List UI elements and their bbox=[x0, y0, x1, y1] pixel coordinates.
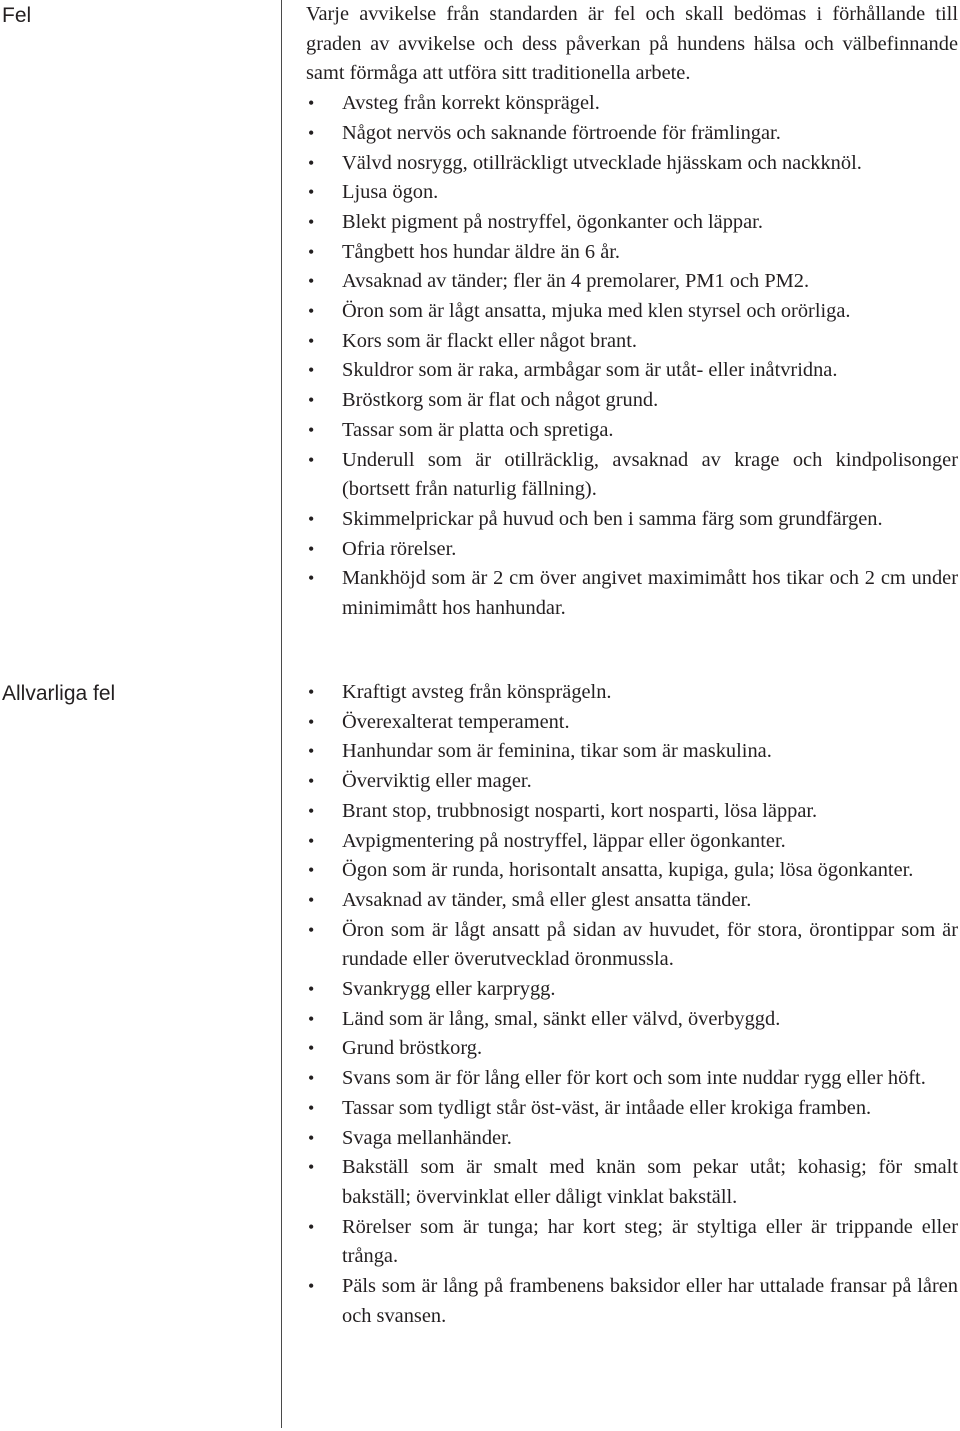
list-item: • Skuldror som är raka, armbågar som är utåt- eller inåtvridna. bbox=[306, 356, 958, 386]
bullet-icon: • bbox=[308, 93, 315, 114]
list-item: • Svans som är för lång eller för kort och som inte nuddar rygg eller höft. bbox=[306, 1064, 958, 1094]
list-item: • Ofria rörelser. bbox=[306, 535, 958, 565]
bullet-icon: • bbox=[308, 1276, 315, 1297]
column-divider bbox=[281, 0, 282, 1428]
list-item: • Svankrygg eller karprygg. bbox=[306, 975, 958, 1005]
bullet-icon: • bbox=[308, 1216, 315, 1237]
list-item: • Grund bröstkorg. bbox=[306, 1034, 958, 1064]
list-item: • Överviktig eller mager. bbox=[306, 767, 958, 797]
section-intro: Varje avvikelse från standarden är fel och skall bedömas i förhållande till graden av avvikelse och dess påverkan på hundens hälsa och välbefinnande samt förmåga att utföra sitt traditionella arbete. bbox=[306, 3, 958, 85]
list-item: • Öron som är lågt ansatta, mjuka med klen styrsel och orörliga. bbox=[306, 297, 958, 327]
list-item: • Hanhundar som är feminina, tikar som är maskulina. bbox=[306, 737, 958, 767]
bullet-icon: • bbox=[308, 390, 315, 411]
bullet-icon: • bbox=[308, 889, 315, 910]
bullet-icon: • bbox=[308, 741, 315, 762]
bullet-icon: • bbox=[308, 568, 315, 589]
list-item: • Mankhöjd som är 2 cm över angivet maximimått hos tikar och 2 cm under minimimått hos hanhundar. bbox=[306, 564, 958, 623]
bullet-icon: • bbox=[308, 1068, 315, 1089]
bullet-icon: • bbox=[308, 449, 315, 470]
list-item: • Rörelser som är tunga; har kort steg; är styltiga eller är trippande eller trånga. bbox=[306, 1213, 958, 1272]
bullet-icon: • bbox=[308, 152, 315, 173]
serious-fault-list bbox=[306, 678, 958, 1331]
bullet-icon: • bbox=[308, 800, 315, 821]
list-item: • Avsaknad av tänder; fler än 4 premolarer, PM1 och PM2. bbox=[306, 267, 958, 297]
list-item: • Kraftigt avsteg från könsprägeln. bbox=[306, 678, 958, 708]
list-item: • Underull som är otillräcklig, avsaknad av krage och kindpolisonger (bortsett från naturlig fällning). bbox=[306, 446, 958, 505]
list-item: • Ljusa ögon. bbox=[306, 178, 958, 208]
list-item: • Kors som är flackt eller något brant. bbox=[306, 327, 958, 357]
section-heading-fel: Fel bbox=[2, 4, 32, 27]
list-item: • Avpigmentering på nostryffel, läppar eller ögonkanter. bbox=[306, 827, 958, 857]
list-item: • Tångbett hos hundar äldre än 6 år. bbox=[306, 238, 958, 268]
bullet-icon: • bbox=[308, 919, 315, 940]
list-item: • Överexalterat temperament. bbox=[306, 708, 958, 738]
list-item: • Tassar som är platta och spretiga. bbox=[306, 416, 958, 446]
bullet-icon: • bbox=[308, 1127, 315, 1148]
list-item: • Skimmelprickar på huvud och ben i samma färg som grundfärgen. bbox=[306, 505, 958, 535]
list-item: • Avsteg från korrekt könsprägel. bbox=[306, 89, 958, 119]
bullet-icon: • bbox=[308, 330, 315, 351]
bullet-icon: • bbox=[308, 979, 315, 1000]
bullet-icon: • bbox=[308, 360, 315, 381]
list-item: • Avsaknad av tänder, små eller glest ansatta tänder. bbox=[306, 886, 958, 916]
bullet-icon: • bbox=[308, 182, 315, 203]
section-body-fel bbox=[306, 0, 958, 624]
bullet-icon: • bbox=[308, 830, 315, 851]
bullet-icon: • bbox=[308, 711, 315, 732]
bullet-icon: • bbox=[308, 682, 315, 702]
list-item: • Tassar som tydligt står öst-väst, är intåade eller krokiga framben. bbox=[306, 1094, 958, 1124]
list-item: • Brant stop, trubbnosigt nosparti, kort nosparti, lösa läppar. bbox=[306, 797, 958, 827]
bullet-icon: • bbox=[308, 1097, 315, 1118]
section-body-allvarliga-fel bbox=[306, 678, 958, 1331]
list-item: • Päls som är lång på frambenens baksidor eller har uttalade fransar på låren och svansen. bbox=[306, 1272, 958, 1331]
list-item: • Öron som är lågt ansatt på sidan av huvudet, för stora, örontippar som är rundade eller överutvecklad öronmussla. bbox=[306, 916, 958, 975]
bullet-icon: • bbox=[308, 508, 315, 529]
list-item: • Blekt pigment på nostryffel, ögonkanter och läppar. bbox=[306, 208, 958, 238]
bullet-icon: • bbox=[308, 771, 315, 792]
bullet-icon: • bbox=[308, 419, 315, 440]
bullet-icon: • bbox=[308, 122, 315, 143]
list-item: • Länd som är lång, smal, sänkt eller välvd, överbyggd. bbox=[306, 1005, 958, 1035]
bullet-icon: • bbox=[308, 538, 315, 559]
section-heading-allvarliga-fel: Allvarliga fel bbox=[2, 682, 116, 705]
list-item: • Bröstkorg som är flat och något grund. bbox=[306, 386, 958, 416]
bullet-icon: • bbox=[308, 1038, 315, 1059]
fault-list bbox=[306, 89, 958, 624]
list-item: • Svaga mellanhänder. bbox=[306, 1124, 958, 1154]
list-item: • Bakställ som är smalt med knän som pekar utåt; kohasig; för smalt bakställ; övervinklat eller dåligt vinklat bakställ. bbox=[306, 1153, 958, 1212]
list-item: • Välvd nosrygg, otillräckligt utvecklade hjässkam och nackknöl. bbox=[306, 149, 958, 179]
bullet-icon: • bbox=[308, 1157, 315, 1178]
bullet-icon: • bbox=[308, 271, 315, 292]
bullet-icon: • bbox=[308, 1008, 315, 1029]
bullet-icon: • bbox=[308, 860, 315, 881]
bullet-icon: • bbox=[308, 211, 315, 232]
bullet-icon: • bbox=[308, 241, 315, 262]
bullet-icon: • bbox=[308, 301, 315, 322]
list-item: • Ögon som är runda, horisontalt ansatta, kupiga, gula; lösa ögonkanter. bbox=[306, 856, 958, 886]
list-item: • Något nervös och saknande förtroende för främlingar. bbox=[306, 119, 958, 149]
